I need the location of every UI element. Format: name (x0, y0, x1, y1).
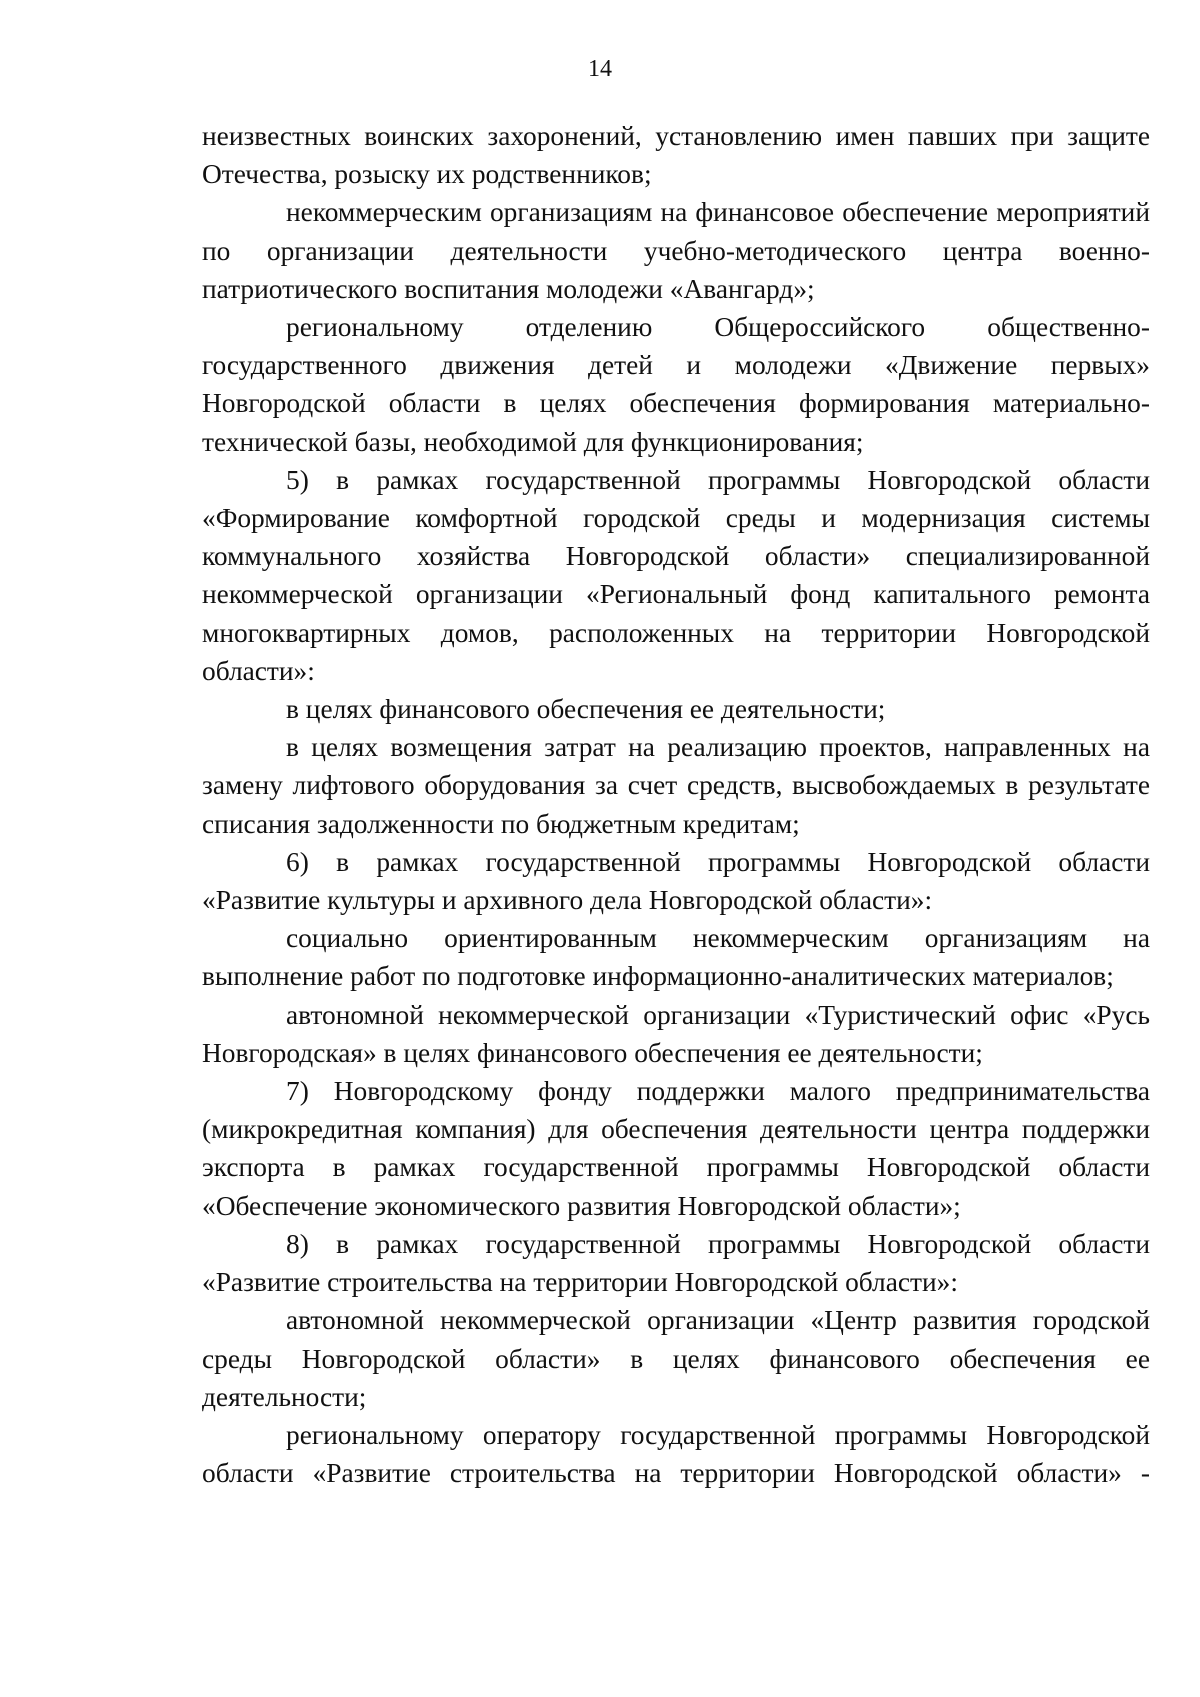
paragraph-urban-development-center: автономной некоммерческой организации «Центр развития городской среды Новгородской области» в целях финансового обеспечения ее деятельности; (202, 1305, 1150, 1412)
paragraph-item-7-business-fund: 7) Новгородскому фонду поддержки малого предпринимательства (микрокредитная компания) для обеспечения деятельности центра поддержки экспорта в рамках государственной программы Новгородской области «Обеспечение экономического развития Новгородской области»; (202, 1076, 1150, 1221)
paragraph-movement-of-firsts: региональному отделению Общероссийского общественно-государственного движения детей и молодежи «Движение первых» Новгородской области в целях обеспечения формирования материально-технической базы, необходимой для функционирования; (202, 312, 1150, 457)
paragraph-elevator-replacement: в целях возмещения затрат на реализацию проектов, направленных на замену лифтового оборудования за счет средств, высвобождаемых в результате списания задолженности по бюджетным кредитам; (202, 732, 1150, 839)
paragraph-item-8-construction: 8) в рамках государственной программы Новгородской области «Развитие строительства на территории Новгородской области»: (202, 1228, 1150, 1298)
paragraph-tourist-office: автономной некоммерческой организации «Туристический офис «Русь Новгородская» в целях финансового обеспечения ее деятельности; (202, 999, 1150, 1068)
document-body (202, 117, 1150, 1492)
paragraph-item-6-culture: 6) в рамках государственной программы Новгородской области «Развитие культуры и архивного дела Новгородской области»: (202, 846, 1150, 916)
paragraph-regional-operator: региональному оператору государственной программы Новгородской области «Развитие строительства на территории Новгородской области» - (202, 1419, 1150, 1489)
paragraph-socially-oriented-ngo: социально ориентированным некоммерческим организациям на выполнение работ по подготовке информационно-аналитических материалов; (202, 923, 1150, 992)
paragraph-item-5-urban-environment: 5) в рамках государственной программы Новгородской области «Формирование комфортной городской среды и модернизация системы коммунального хозяйства Новгородской области» специализированной некоммерческой организации «Региональный фонд капитального ремонта многоквартирных домов, расположенных на территории Новгородской области»: (202, 464, 1150, 686)
paragraph-avangard-center: некоммерческим организациям на финансовое обеспечение мероприятий по организации деятельности учебно-методического центра военно-патриотического воспитания молодежи «Авангард»; (202, 197, 1150, 304)
paragraph-financial-support: в целях финансового обеспечения ее деятельности; (286, 694, 886, 725)
paragraph-burials-continuation: неизвестных воинских захоронений, установлению имен павших при защите Отечества, розыску их родственников; (202, 121, 1150, 190)
page-number: 14 (588, 56, 612, 82)
